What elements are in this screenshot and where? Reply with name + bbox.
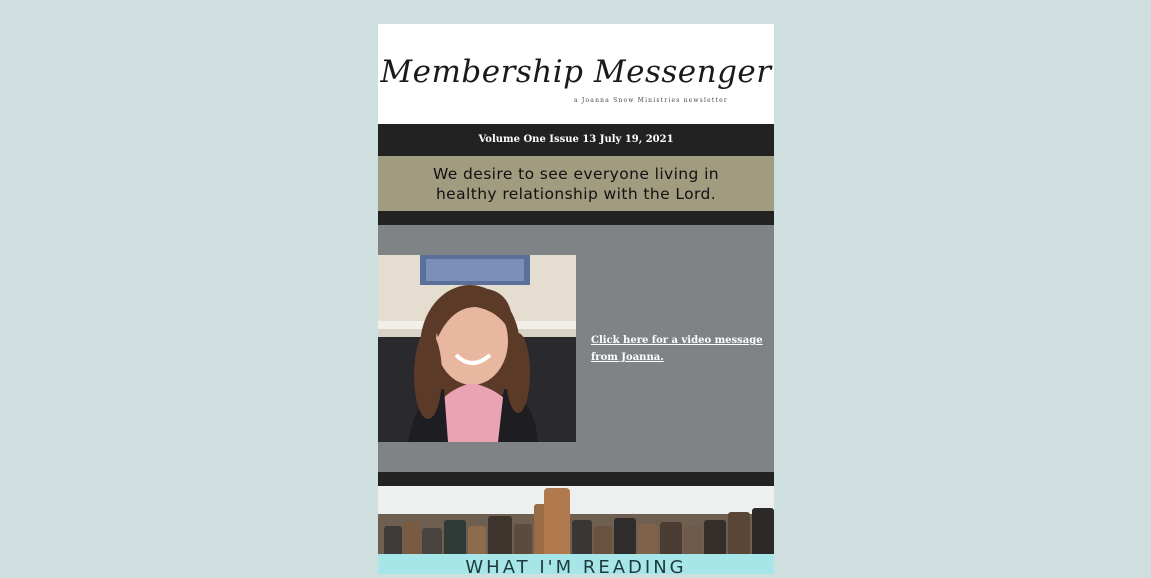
section-divider xyxy=(378,211,774,225)
issue-line: Volume One Issue 13 July 19, 2021 xyxy=(478,134,674,145)
masthead xyxy=(378,24,774,124)
portrait-photo-icon[interactable] xyxy=(378,255,576,442)
newsletter-email xyxy=(378,24,774,578)
mission-bar xyxy=(378,156,774,211)
masthead-tagline: a Joanna Snow Ministries newsletter xyxy=(574,97,728,104)
mission-statement: We desire to see everyone living in healthy relationship with the Lord. xyxy=(432,164,720,203)
video-message-link[interactable]: Click here for a video message from Joanna. xyxy=(591,335,763,363)
section-divider xyxy=(378,472,774,486)
reading-banner-label: WHAT I'M READING xyxy=(465,557,687,578)
masthead-title: Membership Messenger xyxy=(380,54,772,90)
reading-banner xyxy=(378,486,774,578)
issue-bar xyxy=(378,124,774,156)
video-message-section xyxy=(378,225,774,472)
